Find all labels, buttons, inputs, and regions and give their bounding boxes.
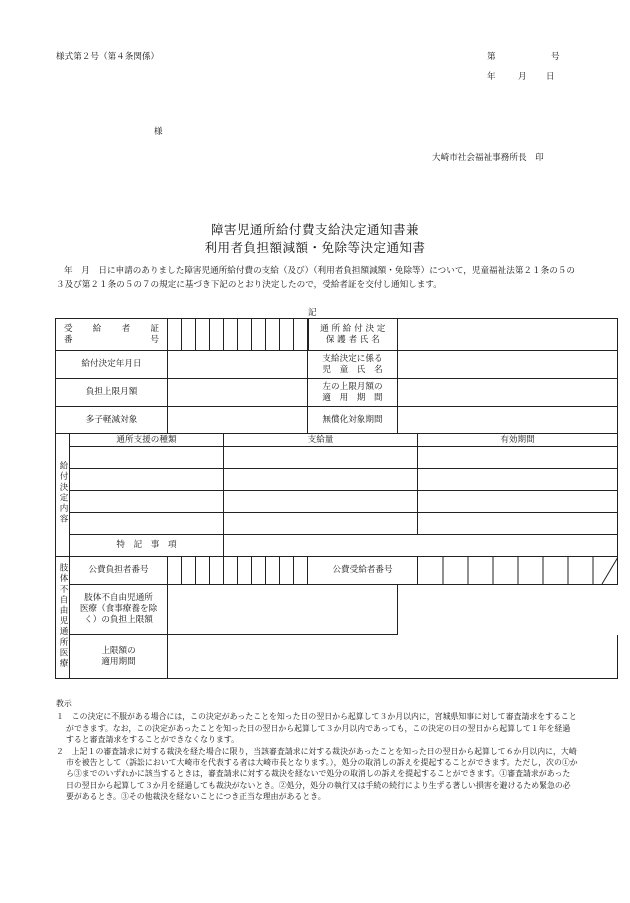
title-line2: 利用者負担額減額・免除等決定通知書 <box>204 240 426 255</box>
valid-period-cell[interactable] <box>418 469 618 491</box>
amount-cell[interactable] <box>224 513 418 535</box>
valid-period-cell[interactable] <box>418 513 618 535</box>
child-name-field[interactable] <box>398 351 618 379</box>
digit-box[interactable] <box>196 557 210 585</box>
amount-header: 支給量 <box>224 434 418 447</box>
digit-box[interactable] <box>238 557 252 585</box>
digit-box[interactable] <box>168 319 182 351</box>
digit-box[interactable] <box>294 557 308 585</box>
doc-number-suffix: 号 <box>551 52 560 62</box>
public-payer-label: 公費負担者番号 <box>70 557 168 585</box>
decision-date-field[interactable] <box>168 351 308 379</box>
guardian-name-label: 通 所 給 付 決 定 保 護 者 氏 名 <box>308 319 398 351</box>
digit-box[interactable] <box>280 319 294 351</box>
cap-apply-field[interactable] <box>168 635 618 679</box>
free-period-label: 無償化対象期間 <box>308 407 398 434</box>
instructions <box>56 698 578 803</box>
remarks-label: 特 記 事 項 <box>70 535 224 557</box>
digit-box[interactable] <box>168 557 182 585</box>
medical-section-label: 肢体不自由児通所医療 <box>56 557 70 679</box>
amount-cell[interactable] <box>224 469 418 491</box>
cap-period-field[interactable] <box>398 379 618 407</box>
valid-period-header: 有効期間 <box>418 434 618 447</box>
date-month: 月 <box>518 72 527 82</box>
multi-child-field[interactable] <box>168 407 308 434</box>
digit-box[interactable] <box>266 557 280 585</box>
service-type-cell[interactable] <box>70 491 224 513</box>
digit-box[interactable] <box>280 557 294 585</box>
guardian-name-field[interactable] <box>398 319 618 351</box>
service-type-cell[interactable] <box>70 447 224 469</box>
medical-cap-label: 肢体不自由児通所 医療（食事療養を除 く）の負担上限額 <box>70 585 168 635</box>
instructions-heading: 教示 <box>56 699 72 708</box>
digit-box[interactable] <box>266 319 280 351</box>
amount-cell[interactable] <box>224 491 418 513</box>
service-type-cell[interactable] <box>70 513 224 535</box>
digit-box[interactable] <box>182 319 196 351</box>
recipient-digit-grid <box>418 557 618 584</box>
digit-box[interactable] <box>294 319 308 351</box>
recipient-digit-dividers <box>443 557 618 584</box>
date-day: 日 <box>546 72 555 82</box>
intro-text: 年 月 日に申請のありました障害児通所給付費の支給（及び）（利用者負担額減額・免除等）について，児童福祉法第２１条の５の３及び第２１条の５の７の規定に基づき下記のとおり決定したので，受給者証を交付し通知します。 <box>56 266 575 290</box>
diagonal-slash <box>602 557 618 584</box>
form-number: 様式第２号（第４条関係） <box>56 52 160 62</box>
cap-apply-label: 上限額の 適用期間 <box>70 635 168 679</box>
amount-cell[interactable] <box>224 447 418 469</box>
doc-number-prefix: 第 <box>487 52 496 62</box>
multi-child-label: 多子軽減対象 <box>56 407 168 434</box>
public-recipient-label: 公費受給者番号 <box>308 557 418 585</box>
decision-table <box>55 318 618 679</box>
digit-box[interactable] <box>182 557 196 585</box>
title-line1: 障害児通所給付費支給決定通知書兼 <box>210 222 419 237</box>
cap-period-label: 左の上限月額の 適 用 期 間 <box>308 379 398 407</box>
date-year: 年 <box>487 72 496 82</box>
instruction-item-2: ２ 上記１の審査請求に対する裁決を経た場合に限り，当該審査請求に対する裁決があったことを知った日の翌日から起算して６か月以内に，大崎市を被告として（訴訟において大崎市を代表する者は大崎市長となります。），処分の取消しの訴えを提起することができます。ただし，次の①から③までのいずれかに該当するときは，審査請求に対する裁決を経ないで処分の取消しの訴えを提起することができます。①審査請求があった日の翌日から起算して３か月を経過しても裁決がないとき。②処分，処分の執行又は手続の続行により生ずる著しい損害を避けるため緊急の必要があるとき。③その他裁決を経ないことにつき正当な理由があるとき。 <box>56 746 578 802</box>
digit-box[interactable] <box>252 557 266 585</box>
child-name-label: 支給決定に係る 児 童 氏 名 <box>308 351 398 379</box>
digit-box[interactable] <box>252 319 266 351</box>
digit-box[interactable] <box>196 319 210 351</box>
recipient-number-label: 受 給 者 証 番 号 <box>56 319 168 351</box>
valid-period-cell[interactable] <box>418 447 618 469</box>
digit-box[interactable] <box>238 319 252 351</box>
digit-box[interactable] <box>224 319 238 351</box>
instruction-item-1: １ この決定に不服がある場合には，この決定があったことを知った日の翌日から起算して３か月以内に，宮城県知事に対して審査請求をすることができます。なお，この決定があったことを知った日の翌日から起算して３か月以内であっても，この決定の日の翌日から起算して１年を経過すると審査請求をすることができなくなります。 <box>56 712 577 745</box>
addressee-suffix: 様 <box>154 127 163 137</box>
issuer: 大崎市社会福祉事務所長 印 <box>432 153 544 163</box>
remarks-field[interactable] <box>224 535 618 557</box>
benefit-section-label: 給付決定内容 <box>56 434 70 557</box>
service-type-cell[interactable] <box>70 469 224 491</box>
medical-cap-field[interactable] <box>168 585 398 635</box>
cap-month-field[interactable] <box>168 379 308 407</box>
public-recipient-field[interactable] <box>418 557 618 585</box>
free-period-field[interactable] <box>398 407 618 434</box>
cap-month-label: 負担上限月額 <box>56 379 168 407</box>
decision-date-label: 給付決定年月日 <box>56 351 168 379</box>
valid-period-cell[interactable] <box>418 491 618 513</box>
digit-box[interactable] <box>210 557 224 585</box>
medical-cap-blank <box>398 585 618 635</box>
service-type-header: 通所支援の種類 <box>70 434 224 447</box>
ki-label: 記 <box>308 308 317 318</box>
digit-box[interactable] <box>224 557 238 585</box>
digit-box[interactable] <box>210 319 224 351</box>
